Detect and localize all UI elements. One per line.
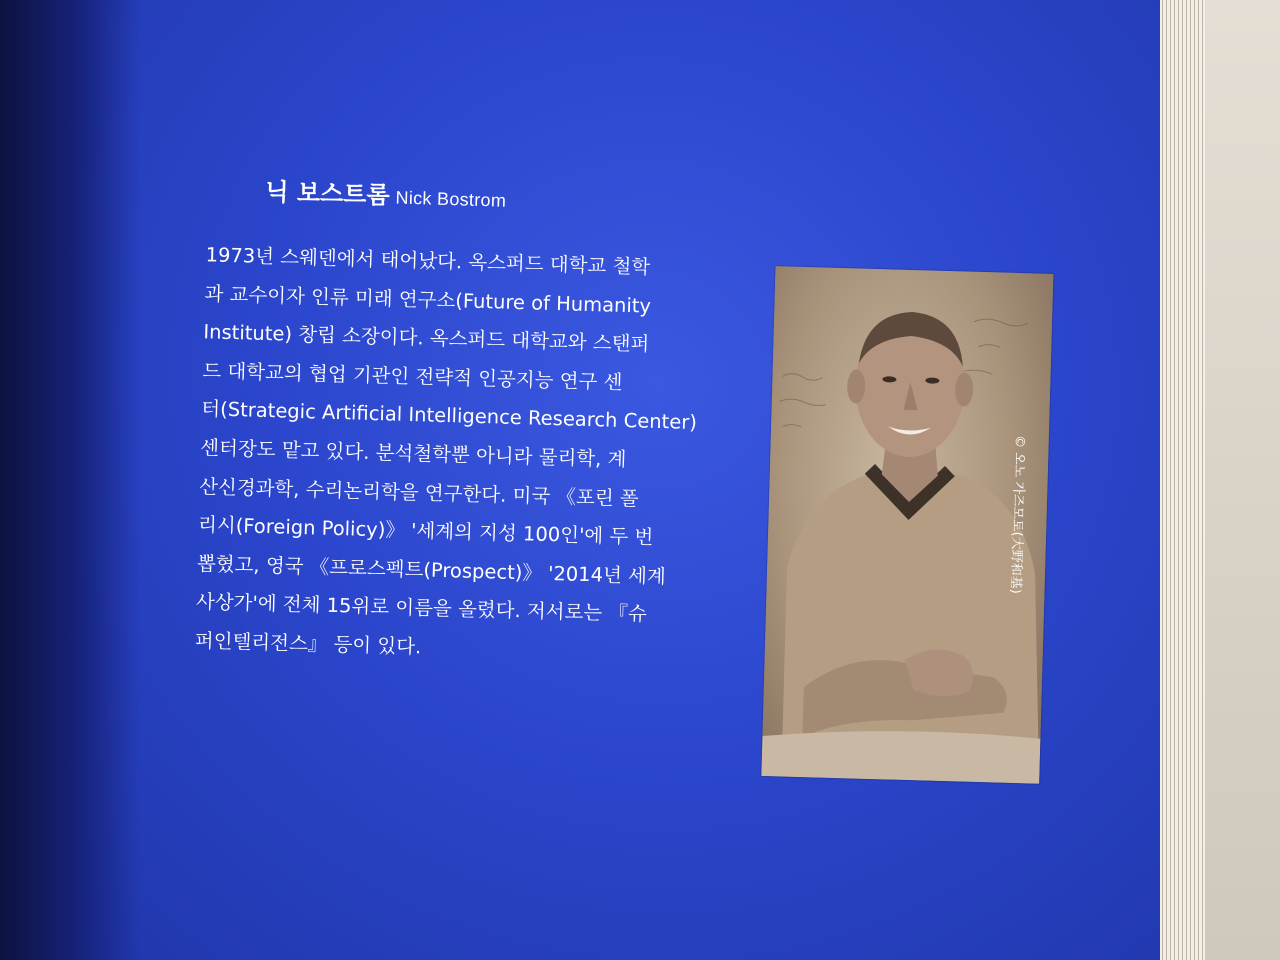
bio-line: 과 교수이자 인류 미래 연구소(Future of Humanity (204, 281, 652, 318)
author-name-korean: 닉 보스트롬 (265, 177, 391, 210)
author-heading (265, 172, 507, 214)
bio-line: 리시(Foreign Policy)》 '세계의 지성 100인'에 두 번 (197, 513, 654, 550)
bio-line: 센터장도 맡고 있다. 분석철학뿐 아니라 물리학, 계 (199, 436, 627, 472)
bio-line: 1973년 스웨덴에서 태어났다. 옥스퍼드 대학교 철학 (205, 243, 651, 279)
bio-line: 드 대학교의 협업 기관인 전략적 인공지능 연구 센 (202, 358, 623, 394)
bio-line: Institute) 창립 소장이다. 옥스퍼드 대학교와 스탠퍼 (203, 320, 650, 356)
bio-line: 뽑혔고, 영국 《프로스펙트(Prospect)》 '2014년 세계 (196, 551, 667, 588)
bio-line: 사상가'에 전체 15위로 이름을 올렸다. 저서로는 『슈 (195, 590, 648, 627)
bio-line: 퍼인텔리전스』 등이 있다. (194, 629, 422, 659)
bio-line: 산신경과학, 수리논리학을 연구한다. 미국 《포린 폴 (198, 474, 639, 511)
author-name-english: Nick Bostrom (395, 187, 507, 211)
author-bio (194, 240, 746, 679)
photo-credit: © 오노 가즈모토(大野和基) (1007, 434, 1027, 594)
bio-line: 터(Strategic Artificial Intelligence Research Center) (200, 397, 698, 435)
